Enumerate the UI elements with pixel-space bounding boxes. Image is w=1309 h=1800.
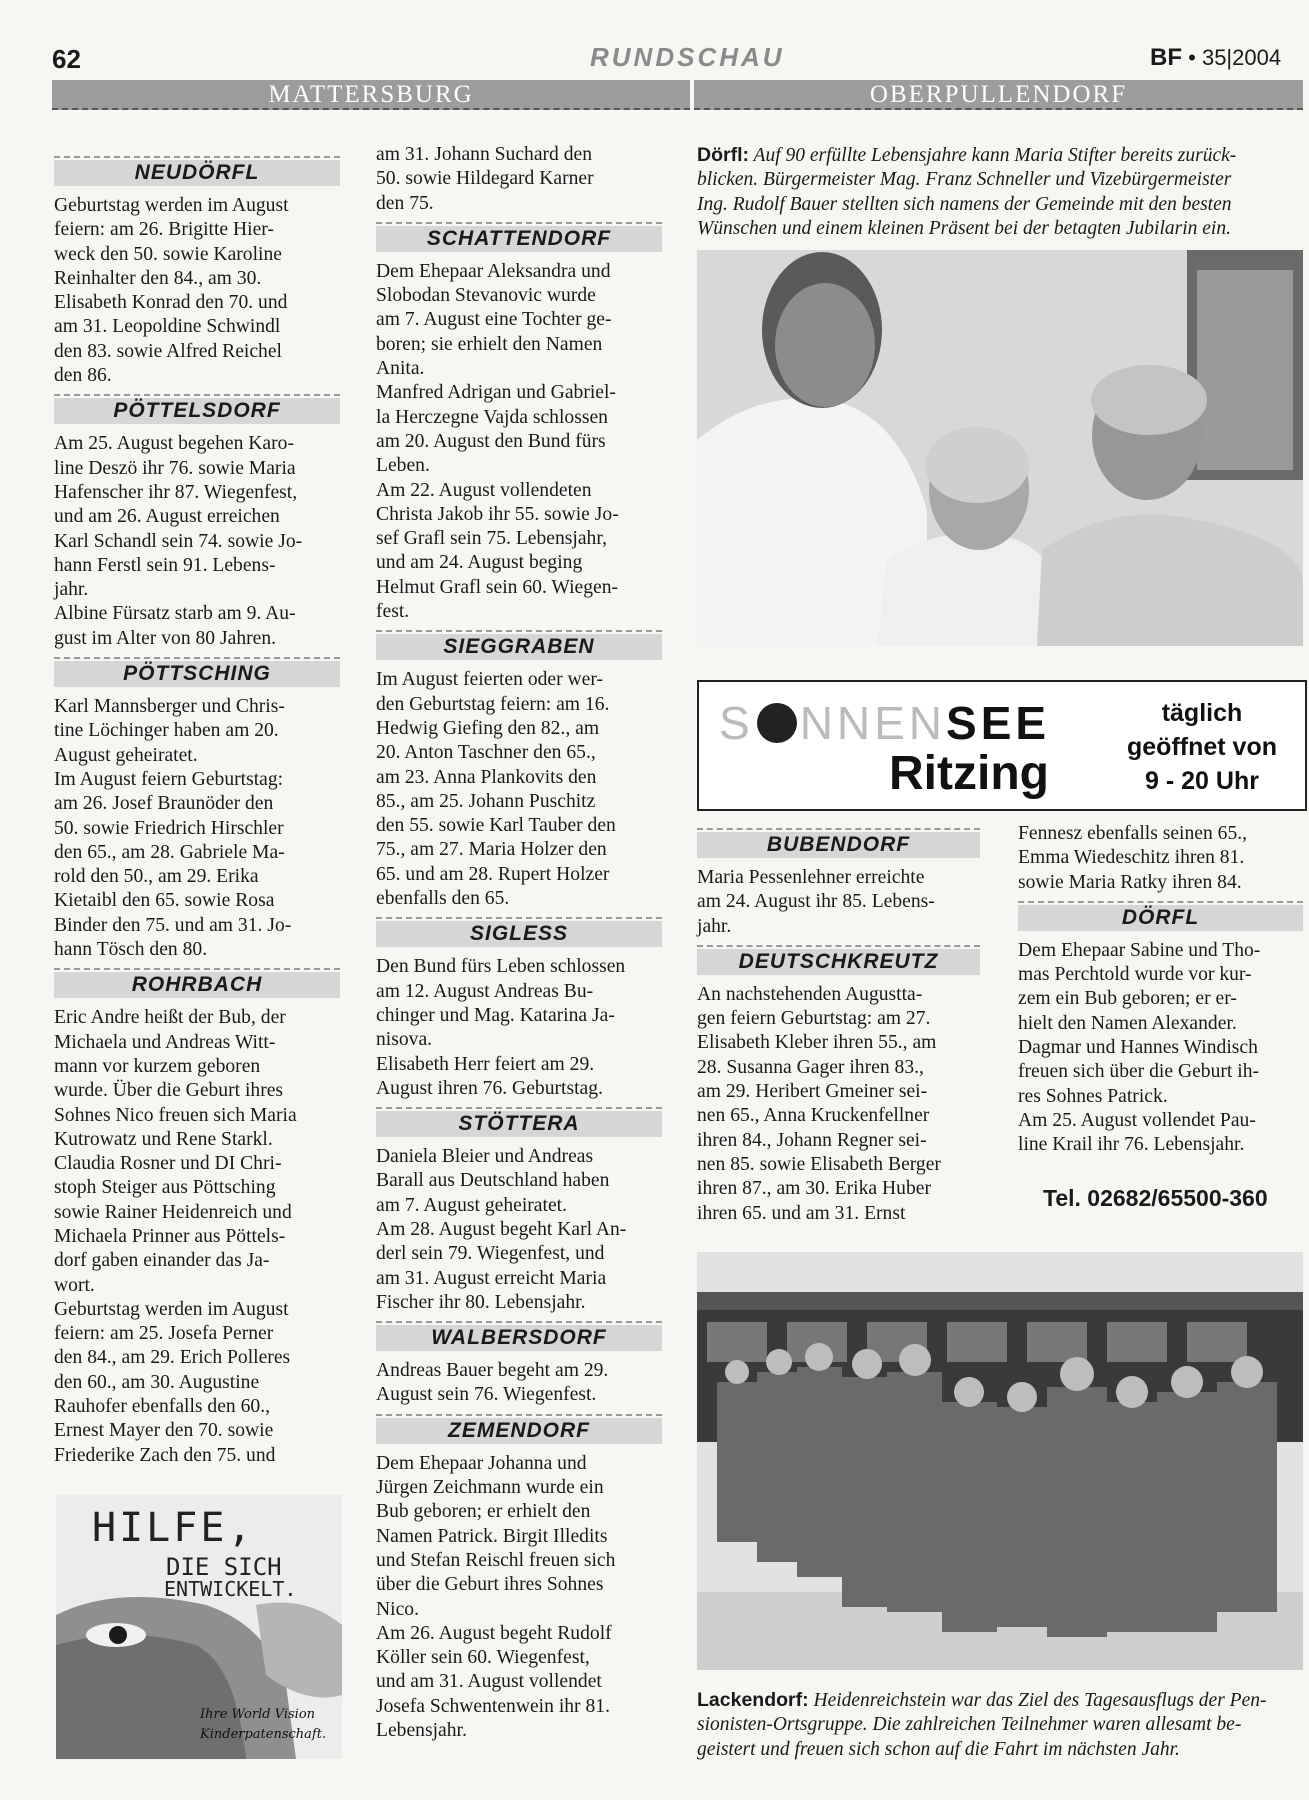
article-line: am 31. Leopoldine Schwindl [54,316,281,338]
article-line: 65. und am 28. Rupert Holzer [376,863,610,885]
article-line: Nico. [376,1598,419,1620]
article-line: jahr. [54,579,89,601]
article-line: Dem Ehepaar Sabine und Tho- [1018,939,1261,961]
article-line: gust im Alter von 80 Jahren. [54,627,277,649]
article-line: Geburtstag werden im August [54,1298,289,1320]
newspaper-runner-title: RUNDSCHAU [590,42,785,72]
article-line: Claudia Rosner und DI Chri- [54,1153,282,1175]
article-line: chinger und Mag. Katarina Ja- [376,1004,615,1026]
article-line: Daniela Bleier und Andreas [376,1146,594,1168]
article-line: wort. [54,1274,95,1296]
article-line: mann vor kurzem geboren [54,1055,261,1077]
article-line: Leben. [376,455,430,477]
article-line: Elisabeth Konrad den 70. und [54,292,288,314]
article-line: Im August feiern Geburtstag: [54,768,284,790]
section-heading-text: SCHATTENDORF [376,226,662,252]
section-heading-text: SIEGGRABEN [376,634,662,660]
issue-brand: BF [1150,44,1182,71]
section-heading [376,222,662,254]
caption-place: Lackendorf: [697,1689,809,1711]
ad-hours-line: 9 - 20 Uhr [1145,767,1259,795]
article-line: Dem Ehepaar Johanna und [376,1452,587,1474]
page-number: 62 [52,44,81,74]
caption-line: Auf 90 erfüllte Lebensjahre kann Maria Stifter bereits zurück- [753,145,1237,166]
article-line: Am 25. August vollendet Pau- [1018,1109,1256,1131]
section-heading-text: ROHRBACH [54,972,340,998]
article-line: 75., am 27. Maria Holzer den [376,839,607,861]
article-line: Maria Pessenlehner erreichte [697,867,925,888]
article-line: 85., am 25. Johann Puschitz [376,790,596,812]
article-line: Ernest Mayer den 70. sowie [54,1420,274,1442]
article-line: Fischer ihr 80. Lebensjahr. [376,1291,586,1313]
section-heading [54,156,340,188]
article-line: res Sohnes Patrick. [1018,1085,1168,1107]
sonnensee-logo-see: SEE [946,697,1051,749]
section-heading [1018,901,1303,933]
article-line: line Krail ihr 76. Lebensjahr. [1018,1134,1245,1156]
article-line: Anita. [376,358,425,380]
article-line: Hedwig Giefing den 82., am [376,717,600,739]
article-line: Dem Ehepaar Aleksandra und [376,260,611,282]
ad-hilfe-line3: ENTWICKELT. [164,1577,297,1601]
article-line: Manfred Adrigan und Gabriel- [376,382,616,404]
ad-place: Ritzing [889,747,1049,800]
article-line: Karl Schandl sein 74. sowie Jo- [54,530,303,552]
article-line: tine Löchinger haben am 20. [54,720,279,742]
section-heading [376,630,662,662]
article-line: nen 85. sowie Elisabeth Berger [697,1153,941,1175]
article-line: den 86. [54,365,112,387]
ad-sonnensee [697,680,1307,811]
article-line: Hafenscher ihr 87. Wiegenfest, [54,481,298,503]
article-line: und Stefan Reischl freuen sich [376,1549,616,1571]
section-title-right: OBERPULLENDORF [869,81,1128,108]
ad-world-vision [56,1495,342,1759]
article-line: und am 24. August beging [376,552,583,574]
ad-hilfe-footer-line: Kinderpatenschaft. [200,1727,327,1742]
ad-hours [1107,696,1297,798]
ad-hilfe-line2: DIE SICH [166,1553,282,1581]
article-line: Elisabeth Herr feiert am 29. [376,1053,595,1075]
article-line: Josefa Schwentenwein ihr 81. [376,1695,610,1717]
article-line: Dagmar und Hannes Windisch [1018,1037,1258,1059]
sonnensee-logo [719,696,1050,750]
article-line: am 29. Heribert Gmeiner sei- [697,1081,928,1103]
section-heading-text: PÖTTSCHING [54,661,340,687]
sonnensee-logo-s: S [719,697,754,749]
article-line: ihren 87., am 30. Erika Huber [697,1178,931,1200]
photo-group-trip [697,1252,1303,1670]
issue-number: 35|2004 [1201,45,1282,70]
article-line: Albine Fürsatz starb am 9. Au- [54,603,296,625]
article-line: am 24. August ihr 85. Lebens- [697,891,935,913]
article-line: Rauhofer ebenfalls den 60., [54,1396,271,1418]
issue-separator: • [1188,45,1196,70]
article-line: nen 65., Anna Kruckenfellner [697,1105,930,1127]
article-line: line Deszö ihr 76. sowie Maria [54,457,296,479]
ad-hilfe-footer-line: Ihre World Vision [200,1707,316,1722]
article-line: Lebensjahr. [376,1720,467,1742]
article-line: Elisabeth Kleber ihren 55., am [697,1032,937,1054]
article-line: derl sein 79. Wiegenfest, und [376,1243,605,1265]
article-line: am 12. August Andreas Bu- [376,980,594,1002]
article-line: sowie Maria Ratky ihren 84. [1018,871,1242,893]
article-line: ihren 65. und am 31. Ernst [697,1202,906,1224]
column-1 [54,150,340,1468]
article-line: August geheiratet. [54,744,198,766]
section-heading-text: SIGLESS [376,921,662,947]
article-line: Helmut Grafl sein 60. Wiegen- [376,576,619,598]
article-line: Emma Wiedeschitz ihren 81. [1018,847,1245,869]
article-line: den 75. [376,192,434,214]
article-line: 50. sowie Friedrich Hirschler [54,817,284,839]
section-heading [376,1107,662,1139]
section-heading [54,657,340,689]
section-heading-text: NEUDÖRFL [54,160,340,186]
article-line: dorf gaben einander das Ja- [54,1250,270,1272]
article-line: am 26. Josef Braunöder den [54,793,274,815]
section-heading [376,917,662,949]
article-line: fest. [376,601,410,623]
column-2 [376,143,662,1743]
section-heading [697,945,980,977]
article-line: Michaela und Andreas Witt- [54,1031,276,1053]
caption-line: geistert und freuen sich schon auf die Fahrt im nächsten Jahr. [697,1738,1180,1760]
article-line: Kutrowatz und Rene Starkl. [54,1128,273,1150]
caption-place: Dörfl: [697,144,749,166]
article-line: August ihren 76. Geburtstag. [376,1077,603,1099]
article-line: sef Grafl sein 75. Lebensjahr, [376,528,607,550]
article-line: am 23. Anna Plankovits den [376,766,597,788]
article-line: hann Tösch den 80. [54,939,208,961]
ad-hilfe-title: HILFE, [92,1505,255,1551]
article-line: feiern: am 26. Brigitte Hier- [54,219,274,241]
article-line: Andreas Bauer begeht am 29. [376,1360,609,1382]
article-line: Am 26. August begeht Rudolf [376,1622,612,1644]
section-heading-text: DEUTSCHKREUTZ [697,949,980,975]
article-line: Karl Mannsberger und Chris- [54,696,285,718]
section-heading-text: WALBERSDORF [376,1325,662,1351]
article-line: Eric Andre heißt der Bub, der [54,1007,286,1029]
article-line: hann Ferstl sein 91. Lebens- [54,554,276,576]
article-line: ebenfalls den 65. [376,888,510,910]
article-line: boren; sie erhielt den Namen [376,333,603,355]
article-line: Am 28. August begeht Karl An- [376,1218,627,1240]
section-title-left: MATTERSBURG [268,81,474,108]
article-line: den 60., am 30. Augustine [54,1371,260,1393]
photo-caption-lackendorf [697,1688,1307,1762]
section-heading-text: DÖRFL [1018,905,1303,931]
article-line: Bub geboren; er erhielt den [376,1501,591,1523]
ad-hilfe-footer [200,1705,326,1745]
photo-caption-doerfl [697,143,1303,241]
article-line: den 83. sowie Alfred Reichel [54,340,282,362]
telephone-number: Tel. 02682/65500-360 [1043,1185,1268,1211]
caption-line: blicken. Bürgermeister Mag. Franz Schneller und Vizebürgermeister [697,169,1232,191]
caption-line: sionisten-Ortsgruppe. Die zahlreichen Teilnehmer waren allesamt be- [697,1714,1242,1736]
article-line: den 65., am 28. Gabriele Ma- [54,841,285,863]
article-line: Am 25. August begehen Karo- [54,433,294,455]
article-line: sowie Rainer Heidenreich und [54,1201,292,1223]
caption-line: Heidenreichstein war das Ziel des Tagesausflugs der Pen- [813,1690,1267,1711]
article-line: Köller sein 60. Wiegenfest, [376,1647,590,1669]
sonnensee-logo-nnen: NNEN [799,697,947,749]
article-line: am 31. Johann Suchard den [376,144,593,165]
article-line: hielt den Namen Alexander. [1018,1012,1237,1034]
article-line: Kietaibl den 65. sowie Rosa [54,890,275,912]
caption-text [697,145,1236,239]
article-line: Michaela Prinner aus Pöttels- [54,1225,286,1247]
article-line: weck den 50. sowie Karoline [54,243,282,265]
section-bar-mattersburg [52,80,690,110]
article-line: 20. Anton Taschner den 65., [376,742,596,764]
section-heading [54,968,340,1000]
article-line: Am 22. August vollendeten [376,479,592,501]
article-line: Jürgen Zeichmann wurde ein [376,1477,604,1499]
article-line: am 20. August den Bund fürs [376,430,606,452]
caption-line: Wünschen und einem kleinen Präsent bei der betagten Jubilarin ein. [697,217,1231,239]
photo-jubilarin-image [697,250,1303,646]
photo-jubilarin [697,250,1303,646]
article-line: Namen Patrick. Birgit Illedits [376,1525,608,1547]
column-3 [697,822,980,1226]
article-line: Slobodan Stevanovic wurde [376,285,596,307]
article-line: über die Geburt ihres Sohnes [376,1574,604,1596]
article-line: An nachstehenden Augustta- [697,983,923,1005]
article-line: stoph Steiger aus Pöttsching [54,1177,276,1199]
article-line: 50. sowie Hildegard Karner [376,168,594,190]
article-line: rold den 50., am 29. Erika [54,866,259,888]
article-line: am 7. August geheiratet. [376,1194,567,1216]
article-line: Fennesz ebenfalls seinen 65., [1018,823,1248,844]
article-line: Im August feierten oder wer- [376,669,604,691]
article-line: Geburtstag werden im August [54,195,289,216]
article-line: wurde. Über die Geburt ihres [54,1080,284,1102]
photo-group-trip-image [697,1252,1303,1670]
section-heading [376,1321,662,1353]
article-line: August sein 76. Wiegenfest. [376,1384,597,1406]
article-line: am 31. August erreicht Maria [376,1267,607,1289]
section-bar-oberpullendorf [694,80,1303,110]
article-line: feiern: am 25. Josefa Perner [54,1323,274,1345]
section-heading-text: ZEMENDORF [376,1418,662,1444]
article-line: freuen sich über die Geburt ih- [1018,1061,1260,1083]
article-line: Sohnes Nico freuen sich Maria [54,1104,297,1126]
issue-label [1150,44,1281,72]
article-line: und am 31. August vollendet [376,1671,602,1693]
caption-line: Ing. Rudolf Bauer stellten sich namens der Gemeinde mit den besten [697,193,1232,215]
article-line: Christa Jakob ihr 55. sowie Jo- [376,503,619,525]
article-line: Friederike Zach den 75. und [54,1444,276,1466]
article-line: mas Perchtold wurde vor kur- [1018,964,1252,986]
article-line: Barall aus Deutschland haben [376,1170,610,1192]
ad-hours-line: geöffnet von [1127,733,1277,761]
article-line: la Herczegne Vajda schlossen [376,406,608,428]
section-heading [376,1414,662,1446]
section-heading [54,394,340,426]
article-line: den 55. sowie Karl Tauber den [376,815,616,837]
article-line: den Geburtstag feiern: am 16. [376,693,610,715]
article-line: Reinhalter den 84., am 30. [54,267,262,289]
article-line: ihren 84., Johann Regner sei- [697,1129,927,1151]
column-4 [1018,822,1303,1158]
article-line: nisova. [376,1029,433,1051]
article-line: jahr. [697,915,732,937]
article-line: Binder den 75. und am 31. Jo- [54,914,292,936]
article-line: den 84., am 29. Erich Polleres [54,1347,291,1369]
ad-hours-line: täglich [1161,699,1243,727]
sun-icon [757,703,797,743]
article-line: zem ein Bub geboren; er er- [1018,988,1237,1010]
section-heading-text: BUBENDORF [697,832,980,858]
section-heading-text: PÖTTELSDORF [54,398,340,424]
article-line: und am 26. August erreichen [54,506,280,528]
article-line: 28. Susanna Gager ihren 83., [697,1056,924,1078]
article-line: Den Bund fürs Leben schlossen [376,956,626,978]
article-line: am 7. August eine Tochter ge- [376,309,612,331]
section-heading [697,828,980,860]
article-line: gen feiern Geburtstag: am 27. [697,1008,931,1030]
section-heading-text: STÖTTERA [376,1111,662,1137]
